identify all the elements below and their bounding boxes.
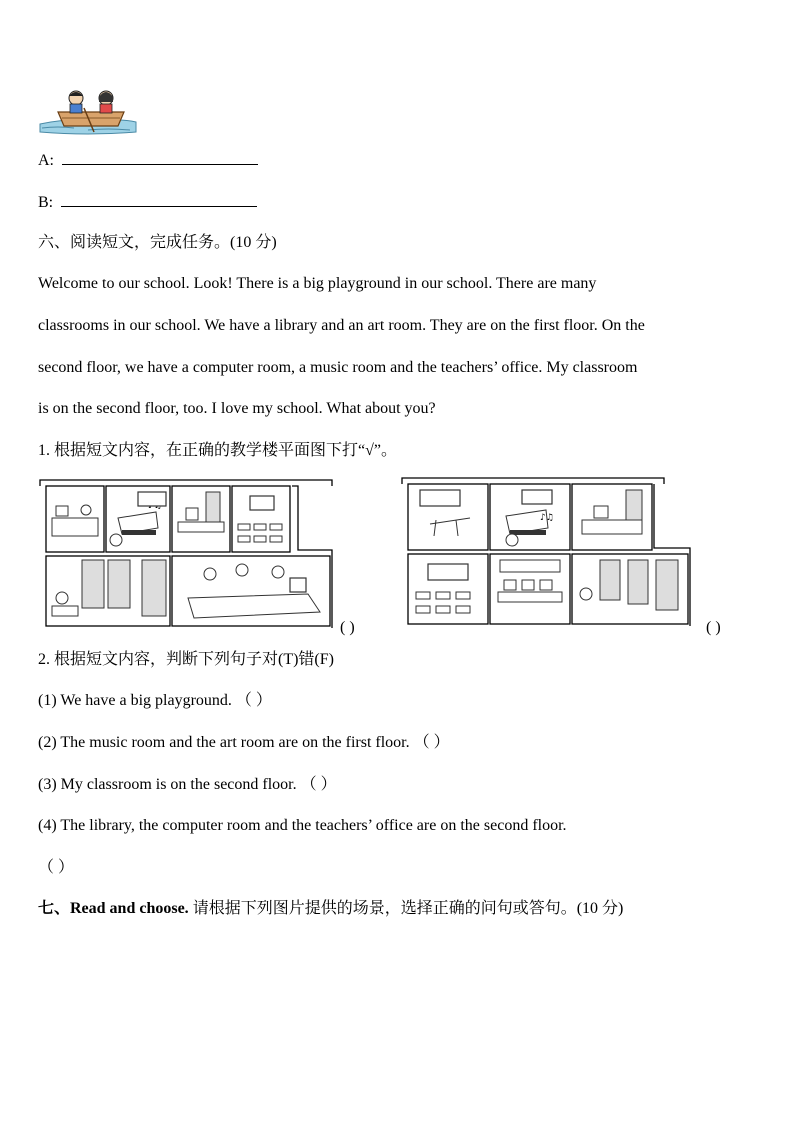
tf-item-3: (3) My classroom is on the second floor. （ ） [38,776,337,793]
answer-paren-right[interactable]: ( ) [706,619,721,636]
passage-line-2: classrooms in our school. We have a library and an art room. They are on the first floor. On the [38,317,645,334]
tf-item-1: (1) We have a big playground. （ ） [38,692,272,709]
passage-line-1: Welcome to our school. Look! There is a big playground in our school. There are many [38,275,597,292]
floor-plan-left [38,478,338,630]
section-6-heading: 六、阅读短文，完成任务。(10 分) [38,234,277,251]
section-7-heading-bold: 七、Read and choose. [38,900,189,917]
svg-text:♪♫: ♪♫ [540,513,554,523]
passage-line-4: is on the second floor, too. I love my school. What about you? [38,400,436,417]
dialogue-a [38,150,258,171]
passage-line-3: second floor, we have a computer room, a music room and the teachers’ office. My classroom [38,359,638,376]
answer-paren-left[interactable]: ( ) [340,619,355,636]
dialogue-b-label: B: [38,194,54,211]
answer-blank-b[interactable] [61,192,257,207]
task-2-instruction: 2. 根据短文内容，判断下列句子对(T)错(F) [38,651,334,668]
task-1-instruction: 1. 根据短文内容，在正确的教学楼平面图下打“√”。 [38,442,397,459]
tf-item-4: (4) The library, the computer room and the teachers’ office are on the second floor. [38,817,567,834]
section-7-heading [38,899,623,919]
answer-blank-a[interactable] [62,150,258,165]
tf-item-2: (2) The music room and the art room are on the first floor. （ ） [38,734,450,751]
section-7-heading-rest: 请根据下列图片提供的场景，选择正确的问句或答句。(10 分) [188,900,624,917]
dialogue-b [38,192,257,213]
boat-children-illustration [38,86,138,138]
floor-plan-right [400,476,700,628]
tf-item-4-answer[interactable]: （ ） [38,859,75,876]
dialogue-a-label: A: [38,152,54,169]
